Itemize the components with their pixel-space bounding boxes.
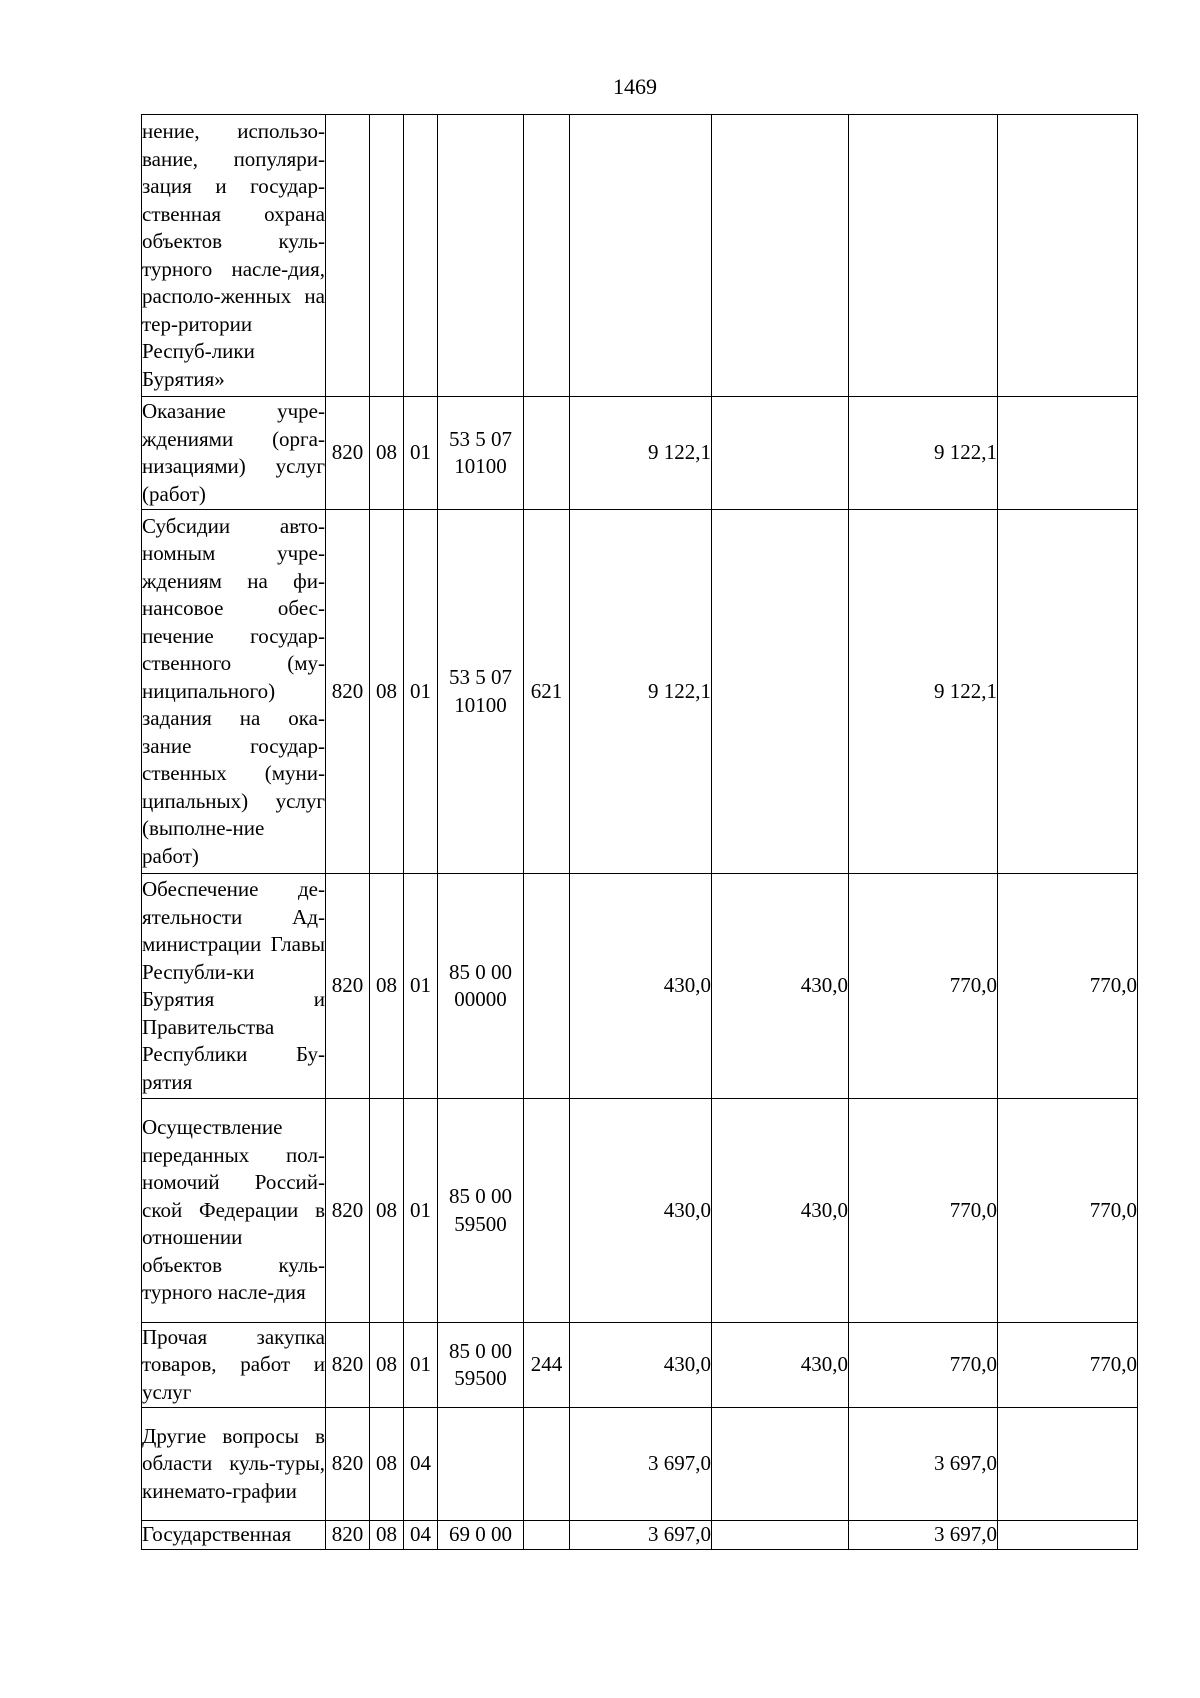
sum-2-cell	[712, 1521, 849, 1550]
row-name: Прочая закупка товаров, работ и услуг	[142, 1323, 326, 1408]
expense-type-cell	[524, 1408, 570, 1521]
target-article-cell: 53 5 07 10100	[438, 397, 524, 510]
section-cell: 08	[370, 1099, 404, 1323]
sum-4-cell	[998, 397, 1138, 510]
sum-1-cell	[570, 115, 712, 397]
section-cell: 08	[370, 1408, 404, 1521]
sum-1-cell: 9 122,1	[570, 397, 712, 510]
sum-3-cell: 3 697,0	[849, 1408, 998, 1521]
sum-4-cell: 770,0	[998, 874, 1138, 1099]
expense-type-cell	[524, 1521, 570, 1550]
expense-type-cell	[524, 397, 570, 510]
target-article-cell: 53 5 07 10100	[438, 510, 524, 874]
sum-3-cell: 770,0	[849, 1099, 998, 1323]
grbs-cell: 820	[326, 1521, 370, 1550]
sum-2-cell	[712, 510, 849, 874]
section-cell: 08	[370, 510, 404, 874]
sum-3-cell: 770,0	[849, 874, 998, 1099]
row-name: Оказание учре-ждениями (орга-низациями) услуг (работ)	[142, 397, 326, 510]
subsection-cell: 01	[404, 1099, 438, 1323]
grbs-cell	[326, 115, 370, 397]
sum-4-cell	[998, 115, 1138, 397]
table-row	[142, 1323, 1138, 1408]
sum-2-cell	[712, 1408, 849, 1521]
target-article-cell: 85 0 00 59500	[438, 1323, 524, 1408]
sum-3-cell: 9 122,1	[849, 510, 998, 874]
sum-4-cell	[998, 1521, 1138, 1550]
sum-1-cell: 9 122,1	[570, 510, 712, 874]
row-name: Осуществление переданных пол-номочий Россий-ской Федерации в отношении объектов куль-турного насле-дия	[142, 1099, 326, 1323]
sum-1-cell: 430,0	[570, 1323, 712, 1408]
table-row	[142, 1408, 1138, 1521]
grbs-cell: 820	[326, 1408, 370, 1521]
sum-2-cell: 430,0	[712, 874, 849, 1099]
table-row	[142, 1099, 1138, 1323]
subsection-cell: 04	[404, 1408, 438, 1521]
sum-2-cell	[712, 115, 849, 397]
target-article-cell	[438, 1408, 524, 1521]
subsection-cell: 01	[404, 510, 438, 874]
table-row	[142, 115, 1138, 397]
expense-type-cell: 621	[524, 510, 570, 874]
row-name: Субсидии авто-номным учре-ждениям на фи-нансовое обес-печение государ-ственного (му-ниципального) задания на ока-зание государ-ственных (муни-ципальных) услуг (выполне-ние работ)	[142, 510, 326, 874]
table-row	[142, 510, 1138, 874]
sum-1-cell: 3 697,0	[570, 1521, 712, 1550]
expense-type-cell	[524, 874, 570, 1099]
subsection-cell	[404, 115, 438, 397]
page-number: 1469	[613, 74, 657, 99]
expense-type-cell	[524, 1099, 570, 1323]
subsection-cell: 01	[404, 1323, 438, 1408]
sum-2-cell: 430,0	[712, 1323, 849, 1408]
subsection-cell: 01	[404, 874, 438, 1099]
table-row	[142, 1521, 1138, 1550]
sum-4-cell	[998, 510, 1138, 874]
table-row	[142, 874, 1138, 1099]
target-article-cell: 85 0 00 59500	[438, 1099, 524, 1323]
sum-4-cell: 770,0	[998, 1099, 1138, 1323]
table-row	[142, 397, 1138, 510]
sum-1-cell: 3 697,0	[570, 1408, 712, 1521]
target-article-cell: 85 0 00 00000	[438, 874, 524, 1099]
sum-1-cell: 430,0	[570, 1099, 712, 1323]
sum-1-cell: 430,0	[570, 874, 712, 1099]
row-name: Другие вопросы в области куль-туры, кинемато-графии	[142, 1408, 326, 1521]
section-cell: 08	[370, 397, 404, 510]
grbs-cell: 820	[326, 874, 370, 1099]
grbs-cell: 820	[326, 510, 370, 874]
grbs-cell: 820	[326, 397, 370, 510]
expense-type-cell	[524, 115, 570, 397]
sum-4-cell: 770,0	[998, 1323, 1138, 1408]
sum-3-cell	[849, 115, 998, 397]
subsection-cell: 04	[404, 1521, 438, 1550]
budget-table	[141, 114, 1138, 1550]
sum-2-cell	[712, 397, 849, 510]
sum-3-cell: 9 122,1	[849, 397, 998, 510]
target-article-cell: 69 0 00	[438, 1521, 524, 1550]
target-article-cell	[438, 115, 524, 397]
sum-4-cell	[998, 1408, 1138, 1521]
sum-3-cell: 770,0	[849, 1323, 998, 1408]
row-name: Государственная	[142, 1521, 326, 1550]
sum-3-cell: 3 697,0	[849, 1521, 998, 1550]
grbs-cell: 820	[326, 1323, 370, 1408]
section-cell: 08	[370, 1521, 404, 1550]
row-name: нение, использо-вание, популяри-зация и государ-ственная охрана объектов куль-турного насле-дия, располо-женных на тер-ритории Респуб-лики Бурятия»	[142, 115, 326, 397]
section-cell	[370, 115, 404, 397]
section-cell: 08	[370, 1323, 404, 1408]
sum-2-cell: 430,0	[712, 1099, 849, 1323]
row-name: Обеспечение де-ятельности Ад-министрации Главы Республи-ки Бурятия и Правительства Республики Бу-рятия	[142, 874, 326, 1099]
subsection-cell: 01	[404, 397, 438, 510]
expense-type-cell: 244	[524, 1323, 570, 1408]
grbs-cell: 820	[326, 1099, 370, 1323]
section-cell: 08	[370, 874, 404, 1099]
